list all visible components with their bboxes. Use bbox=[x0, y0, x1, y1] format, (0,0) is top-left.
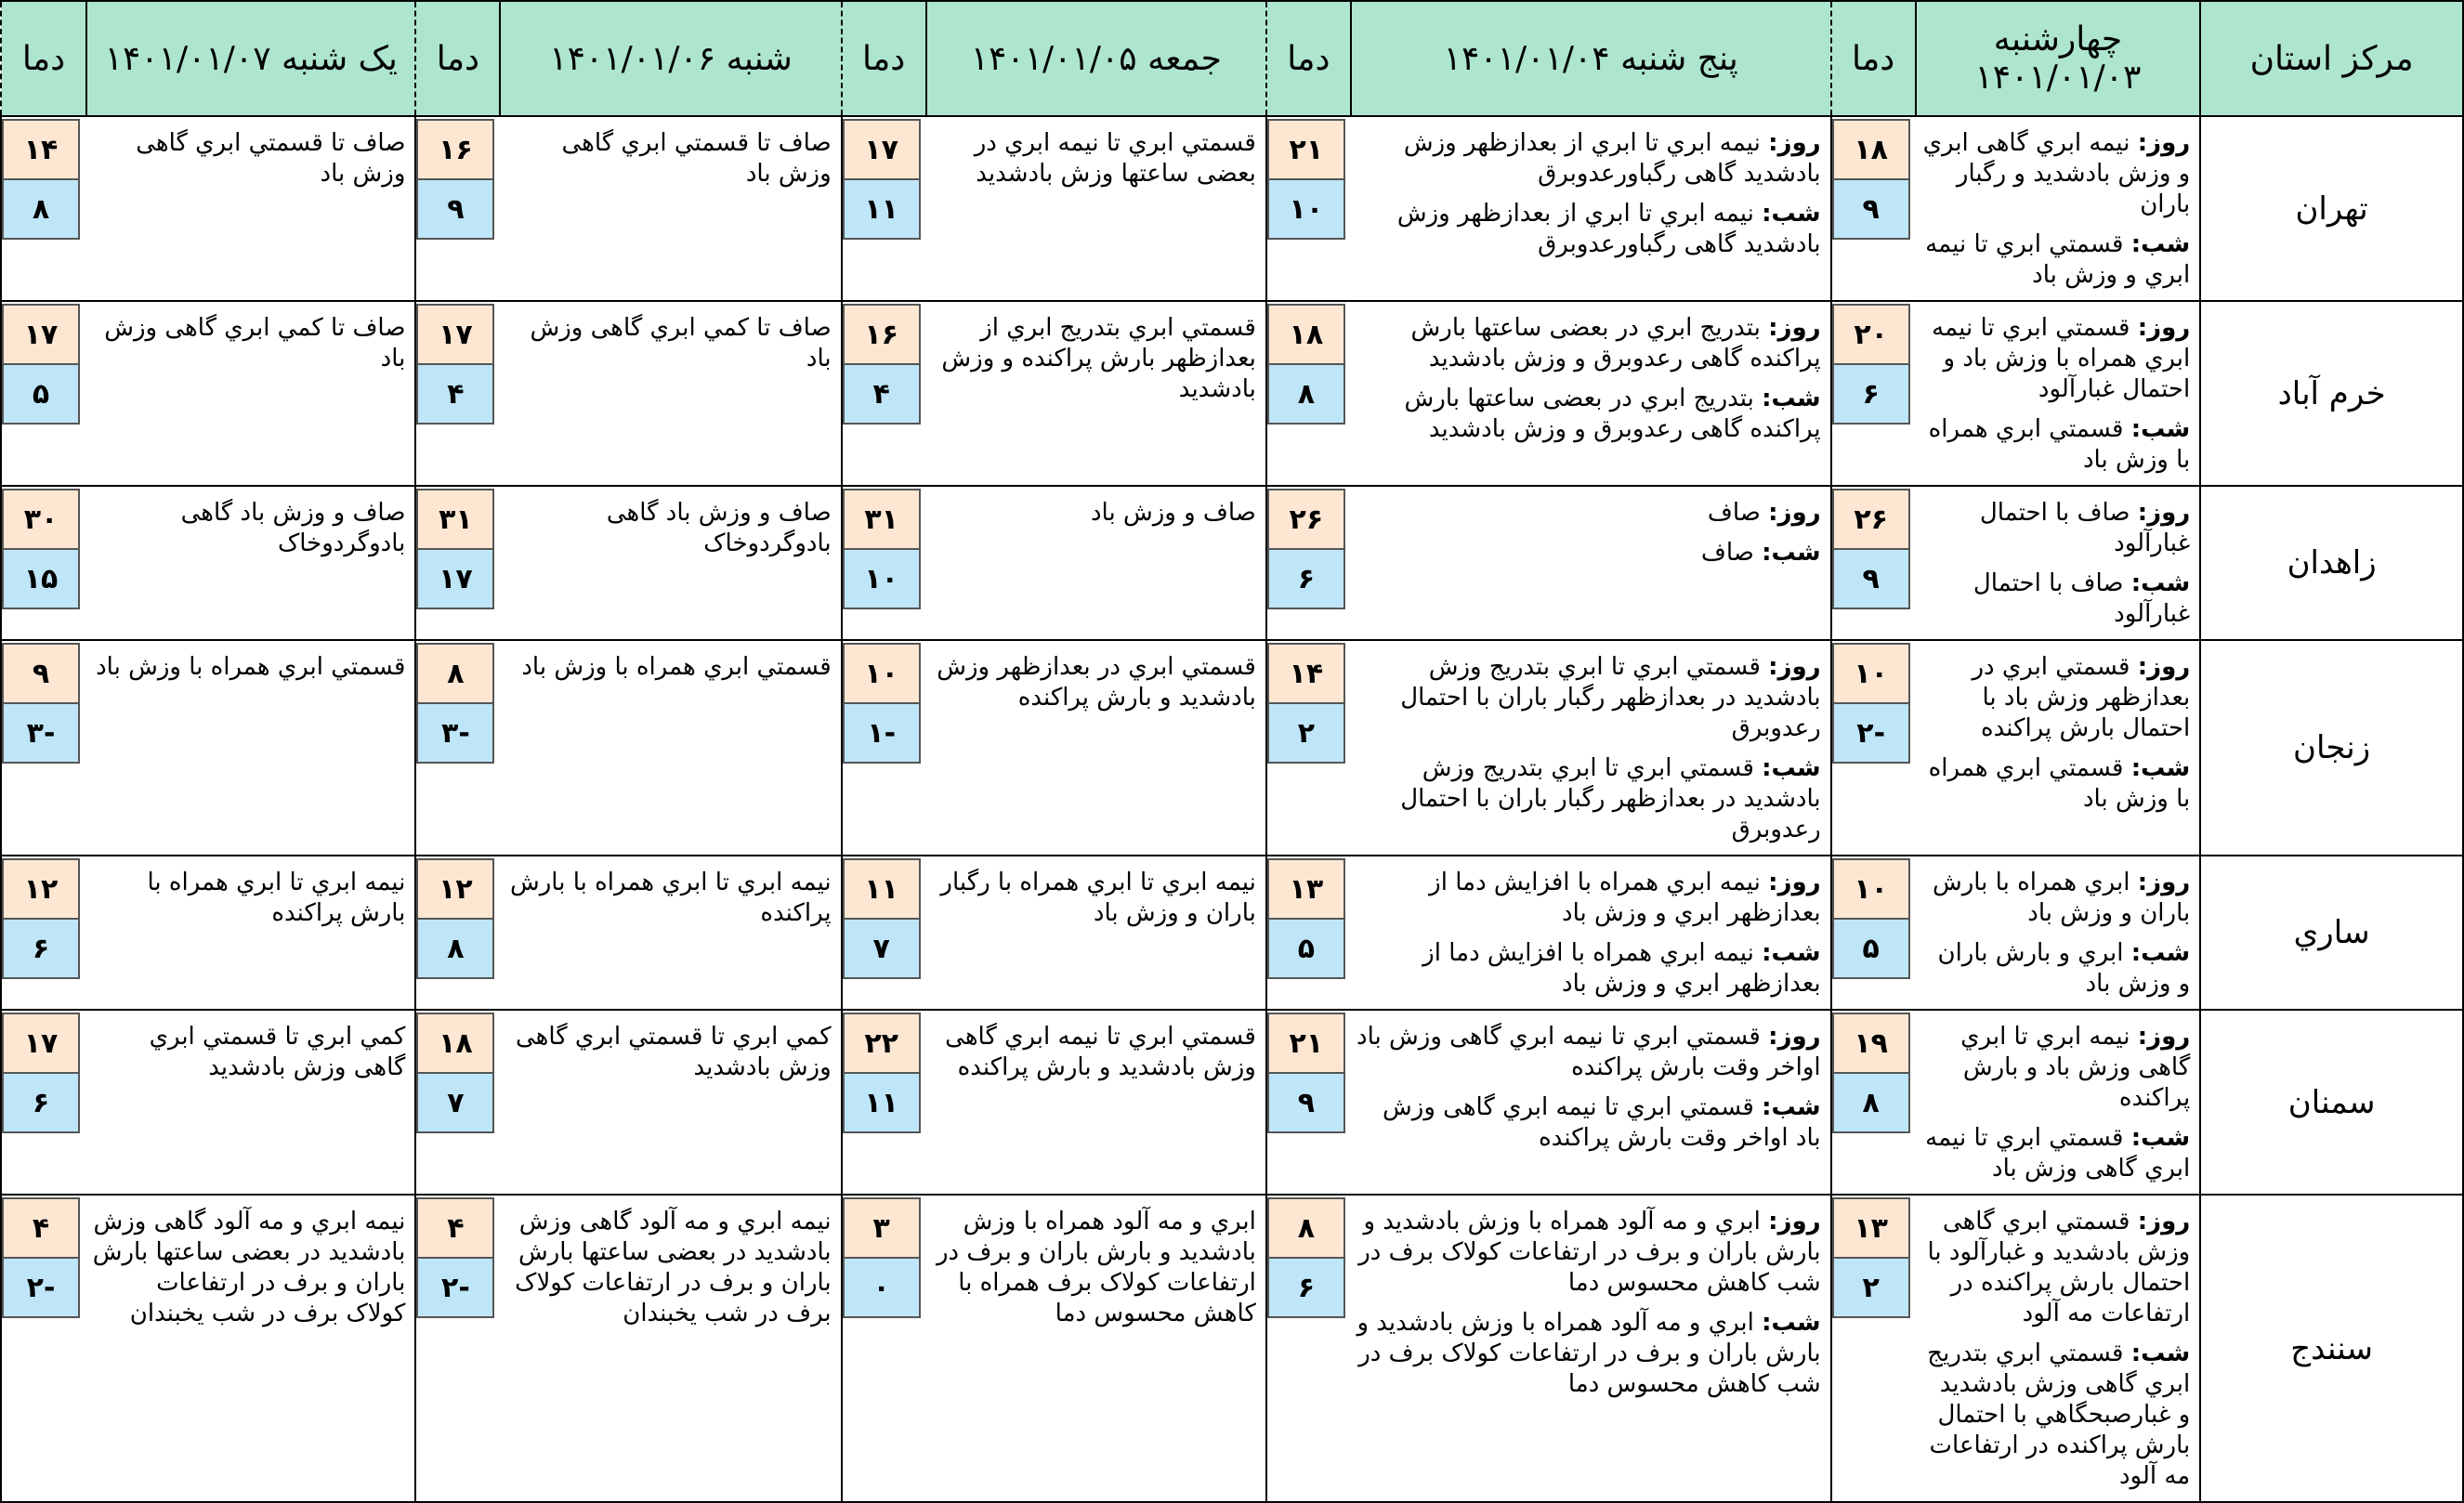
min-temp: ۱۷ bbox=[416, 548, 494, 609]
forecast-cell bbox=[1916, 116, 2201, 301]
night-label: شب: bbox=[1762, 1309, 1821, 1337]
temperature-cell bbox=[1, 856, 86, 1010]
night-forecast bbox=[1357, 538, 1821, 569]
forecast-cell bbox=[1351, 640, 1831, 856]
min-temp: ۱۱ bbox=[843, 1072, 921, 1133]
night-text: قسمتي ابري همراه با وزش باد bbox=[1928, 415, 2191, 474]
day-text: صاف با احتمال غبارآلود bbox=[1979, 499, 2191, 557]
day-label: روز: bbox=[2137, 314, 2191, 342]
max-temp: ۲۱ bbox=[1267, 119, 1345, 178]
forecast-text: قسمتي ابري بتدريج ابري از بعدازظهر بارش پراکنده و وزش بادشديد bbox=[941, 314, 1256, 403]
forecast-text: صاف و وزش باد bbox=[1090, 499, 1256, 527]
max-temp: ۱۸ bbox=[1832, 119, 1910, 178]
min-temp: ۷ bbox=[416, 1072, 494, 1133]
forecast-text: صاف تا قسمتي ابري گاهی وزش باد bbox=[561, 129, 832, 188]
min-temp: ۶ bbox=[1267, 548, 1345, 609]
max-temp: ۱۲ bbox=[416, 858, 494, 918]
forecast-cell bbox=[926, 301, 1266, 486]
temperature-cell bbox=[1, 1195, 86, 1502]
temperature-cell bbox=[1266, 486, 1351, 640]
day-text: صاف bbox=[1707, 499, 1761, 527]
forecast-text: قسمتي ابري همراه با وزش باد bbox=[521, 653, 832, 681]
day-header: جمعه ۱۴۰۱/۰۱/۰۵ bbox=[926, 1, 1266, 116]
max-temp: ۱۳ bbox=[1832, 1197, 1910, 1257]
forecast-text: ابري و مه آلود همراه با وزش بادشديد و بارش باران و برف در ارتفاعات کولاک برف همراه با کاهش محسوس دما bbox=[936, 1208, 1256, 1327]
day-text: قسمتي ابري تا نيمه ابري گاهی وزش باد اواخر وقت بارش پراکنده bbox=[1357, 1023, 1821, 1081]
max-temp: ۲۰ bbox=[1832, 304, 1910, 363]
night-forecast bbox=[1921, 1339, 2191, 1492]
night-text: قسمتي ابري بتدريج ابري گاهی وزش بادشديد و غبارصبحگاهي با احتمال بارش پراکنده در ارتفاعات مه آلود bbox=[1927, 1340, 2191, 1490]
day-text: ابري همراه با بارش باران و وزش باد bbox=[1932, 869, 2191, 927]
night-text: نيمه ابري همراه با افزايش دما از بعدازظهر ابري و وزش باد bbox=[1422, 939, 1821, 998]
city-name: سنندج bbox=[2200, 1195, 2463, 1502]
temperature-cell bbox=[1266, 301, 1351, 486]
max-temp: ۸ bbox=[1267, 1197, 1345, 1257]
night-text: قسمتي ابري همراه با وزش باد bbox=[1928, 754, 2191, 813]
day-forecast bbox=[1921, 1022, 2191, 1114]
day-forecast bbox=[1921, 652, 2191, 744]
forecast-text: قسمتي ابري تا نيمه ابري گاهی وزش بادشديد و بارش پراکنده bbox=[945, 1023, 1256, 1081]
night-label: شب: bbox=[1762, 939, 1821, 967]
night-text: قسمتي ابري تا نيمه ابري گاهی وزش باد اواخر وقت بارش پراکنده bbox=[1383, 1093, 1821, 1152]
forecast-cell bbox=[500, 1010, 841, 1195]
night-text: قسمتي ابري تا ابري بتدريج وزش بادشديد در بعدازظهر رگبار باران با احتمال رعدوبرق bbox=[1400, 754, 1821, 843]
max-temp: ۱۴ bbox=[2, 119, 80, 178]
forecast-text: قسمتي ابري در بعدازظهر وزش بادشديد و بارش پراکنده bbox=[937, 653, 1256, 712]
day-text: نيمه ابري تا ابري گاهی وزش باد و بارش پراکنده bbox=[1960, 1023, 2191, 1112]
temperature-cell bbox=[842, 640, 926, 856]
day-forecast bbox=[1357, 128, 1821, 190]
night-text: صاف bbox=[1700, 539, 1754, 567]
forecast-cell bbox=[1351, 486, 1831, 640]
max-temp: ۸ bbox=[416, 643, 494, 702]
day-forecast bbox=[1357, 1022, 1821, 1083]
night-text: ابري و مه آلود همراه با وزش بادشديد و بارش باران و برف در ارتفاعات کولاک برف در شب کاهش محسوس دما bbox=[1357, 1309, 1821, 1398]
temperature-cell bbox=[1, 1010, 86, 1195]
forecast-cell bbox=[1351, 116, 1831, 301]
night-forecast bbox=[1921, 414, 2191, 476]
day-forecast bbox=[1921, 313, 2191, 405]
max-temp: ۱۴ bbox=[1267, 643, 1345, 702]
max-temp: ۱۶ bbox=[416, 119, 494, 178]
min-temp: ۹ bbox=[1832, 178, 1910, 240]
forecast-cell bbox=[500, 1195, 841, 1502]
forecast-text: صاف تا کمي ابري گاهی وزش باد bbox=[530, 314, 832, 372]
temp-header: دما bbox=[842, 1, 926, 116]
day-text: نيمه ابري گاهی ابري و وزش بادشديد و رگبار باران bbox=[1922, 129, 2191, 218]
forecast-text: نيمه ابري و مه آلود گاهی وزش بادشديد در بعضی ساعتها بارش باران و برف در ارتفاعات کولاک برف در شب يخبندان bbox=[92, 1208, 406, 1327]
temperature-cell bbox=[842, 1010, 926, 1195]
max-temp: ۳ bbox=[843, 1197, 921, 1257]
min-temp: ۸ bbox=[1267, 363, 1345, 425]
night-forecast bbox=[1357, 938, 1821, 1000]
night-text: بتدريج ابري در بعضی ساعتها بارش پراکنده گاهی رعدوبرق و وزش بادشديد bbox=[1404, 385, 1821, 443]
temperature-cell bbox=[842, 116, 926, 301]
max-temp: ۳۰ bbox=[2, 489, 80, 548]
forecast-cell bbox=[1916, 1195, 2201, 1502]
temperature-cell bbox=[1831, 1195, 1916, 1502]
forecast-cell bbox=[1351, 1195, 1831, 1502]
forecast-text: قسمتي ابري همراه با وزش باد bbox=[96, 653, 406, 681]
forecast-text: نيمه ابري تا ابري همراه با رگبار باران و وزش باد bbox=[940, 869, 1256, 927]
day-text: قسمتي ابري در بعدازظهر وزش باد با احتمال بارش پراکنده bbox=[1972, 653, 2191, 742]
forecast-text: نيمه ابري تا ابري همراه با بارش پراکنده bbox=[510, 869, 832, 927]
forecast-cell bbox=[926, 1010, 1266, 1195]
night-text: قسمتي ابري تا نيمه ابري و وزش باد bbox=[1925, 230, 2191, 289]
temp-header: دما bbox=[415, 1, 500, 116]
temperature-cell bbox=[1, 301, 86, 486]
city-row bbox=[1, 856, 2463, 1010]
forecast-cell bbox=[1916, 486, 2201, 640]
forecast-cell bbox=[500, 116, 841, 301]
city-row bbox=[1, 640, 2463, 856]
temperature-cell bbox=[1831, 1010, 1916, 1195]
day-text: قسمتي ابري گاهی وزش بادشديد و غبارآلود با احتمال بارش پراکنده در ارتفاعات مه آلود bbox=[1927, 1208, 2191, 1327]
temperature-cell bbox=[415, 116, 500, 301]
forecast-text: قسمتي ابري تا نيمه ابري در بعضی ساعتها وزش بادشديد bbox=[974, 129, 1256, 188]
city-name: تهران bbox=[2200, 116, 2463, 301]
night-label: شب: bbox=[1762, 754, 1821, 782]
city-column-header: مرکز استان bbox=[2200, 1, 2463, 116]
city-name: سمنان bbox=[2200, 1010, 2463, 1195]
temperature-cell bbox=[415, 301, 500, 486]
temperature-cell bbox=[1266, 1195, 1351, 1502]
day-label: روز: bbox=[1768, 869, 1821, 896]
forecast-cell bbox=[926, 856, 1266, 1010]
day-label: روز: bbox=[1768, 499, 1821, 527]
min-temp: ۲ bbox=[1832, 1257, 1910, 1318]
night-forecast bbox=[1921, 229, 2191, 291]
temperature-cell bbox=[415, 1010, 500, 1195]
day-text: نيمه ابري تا ابري از بعدازظهر وزش بادشديد گاهی رگباورعدوبرق bbox=[1403, 129, 1821, 188]
min-temp: ۲ bbox=[1267, 702, 1345, 764]
temperature-cell bbox=[415, 486, 500, 640]
min-temp: ۸ bbox=[1832, 1072, 1910, 1133]
day-header: چهارشنبه ۱۴۰۱/۰۱/۰۳ bbox=[1916, 1, 2201, 116]
temperature-cell bbox=[842, 486, 926, 640]
min-temp: ۵ bbox=[1267, 918, 1345, 979]
temperature-cell bbox=[1, 486, 86, 640]
temperature-cell bbox=[1266, 116, 1351, 301]
night-forecast bbox=[1921, 1123, 2191, 1184]
forecast-cell bbox=[926, 486, 1266, 640]
temp-header: دما bbox=[1266, 1, 1351, 116]
max-temp: ۱۷ bbox=[2, 1013, 80, 1072]
min-temp: ۹ bbox=[1832, 548, 1910, 609]
forecast-cell bbox=[86, 301, 415, 486]
forecast-cell bbox=[926, 640, 1266, 856]
forecast-cell bbox=[1916, 640, 2201, 856]
temperature-cell bbox=[1831, 640, 1916, 856]
day-text: نيمه ابري همراه با افزايش دما از بعدازظهر ابري و وزش باد bbox=[1429, 869, 1821, 927]
forecast-cell bbox=[1351, 856, 1831, 1010]
forecast-text: کمي ابري تا قسمتي ابري گاهی وزش بادشديد bbox=[515, 1023, 832, 1081]
night-label: شب: bbox=[2130, 415, 2191, 443]
min-temp: ۶ bbox=[1267, 1257, 1345, 1318]
city-row bbox=[1, 486, 2463, 640]
day-text: بتدريج ابري در بعضی ساعتها بارش پراکنده گاهی رعدوبرق و وزش بادشديد bbox=[1410, 314, 1821, 372]
forecast-cell bbox=[86, 486, 415, 640]
night-text: نيمه ابري تا ابري از بعدازظهر وزش بادشديد گاهی رگباورعدوبرق bbox=[1396, 200, 1821, 258]
max-temp: ۱۹ bbox=[1832, 1013, 1910, 1072]
day-forecast bbox=[1357, 652, 1821, 744]
day-label: روز: bbox=[1768, 129, 1821, 157]
forecast-text: نيمه ابري تا ابري همراه با بارش پراکنده bbox=[147, 869, 406, 927]
min-temp: -۲ bbox=[2, 1257, 80, 1318]
night-label: شب: bbox=[1762, 200, 1821, 228]
temperature-cell bbox=[1, 116, 86, 301]
night-label: شب: bbox=[2130, 939, 2191, 967]
forecast-cell bbox=[500, 301, 841, 486]
temperature-cell bbox=[1831, 486, 1916, 640]
night-label: شب: bbox=[1762, 539, 1821, 567]
temperature-cell bbox=[1831, 856, 1916, 1010]
day-forecast bbox=[1357, 313, 1821, 374]
night-label: شب: bbox=[2130, 754, 2191, 782]
city-name: ساري bbox=[2200, 856, 2463, 1010]
day-label: روز: bbox=[2137, 499, 2191, 527]
night-forecast bbox=[1357, 199, 1821, 260]
forecast-cell bbox=[500, 856, 841, 1010]
min-temp: ۰ bbox=[843, 1257, 921, 1318]
max-temp: ۱۰ bbox=[1832, 643, 1910, 702]
max-temp: ۱۸ bbox=[1267, 304, 1345, 363]
min-temp: -۳ bbox=[416, 702, 494, 764]
max-temp: ۱۶ bbox=[843, 304, 921, 363]
night-label: شب: bbox=[2130, 1340, 2191, 1367]
min-temp: ۵ bbox=[1832, 918, 1910, 979]
night-label: شب: bbox=[1762, 1093, 1821, 1121]
temperature-cell bbox=[1, 640, 86, 856]
max-temp: ۱۷ bbox=[2, 304, 80, 363]
min-temp: ۴ bbox=[843, 363, 921, 425]
temperature-cell bbox=[1266, 640, 1351, 856]
forecast-text: صاف تا قسمتي ابري گاهی وزش باد bbox=[136, 129, 406, 188]
forecast-text: نيمه ابري و مه آلود گاهی وزش بادشديد در بعضی ساعتها بارش باران و برف در ارتفاعات کولاک برف در شب يخبندان bbox=[515, 1208, 832, 1327]
min-temp: ۱۱ bbox=[843, 178, 921, 240]
day-label: روز: bbox=[1768, 314, 1821, 342]
forecast-text: کمي ابري تا قسمتي ابري گاهی وزش بادشديد bbox=[149, 1023, 406, 1081]
temperature-cell bbox=[1831, 116, 1916, 301]
forecast-cell bbox=[1351, 1010, 1831, 1195]
max-temp: ۱۳ bbox=[1267, 858, 1345, 918]
max-temp: ۳۱ bbox=[416, 489, 494, 548]
forecast-text: صاف و وزش باد گاهی بادوگردوخاک bbox=[606, 499, 832, 557]
day-header: یک شنبه ۱۴۰۱/۰۱/۰۷ bbox=[86, 1, 415, 116]
min-temp: ۴ bbox=[416, 363, 494, 425]
forecast-body bbox=[1, 116, 2463, 1502]
city-row bbox=[1, 1195, 2463, 1502]
forecast-cell bbox=[926, 1195, 1266, 1502]
forecast-cell bbox=[86, 1010, 415, 1195]
temperature-cell bbox=[1266, 1010, 1351, 1195]
day-forecast bbox=[1357, 498, 1821, 529]
night-forecast bbox=[1357, 1308, 1821, 1400]
night-forecast bbox=[1921, 938, 2191, 1000]
forecast-cell bbox=[926, 116, 1266, 301]
max-temp: ۲۲ bbox=[843, 1013, 921, 1072]
day-header: پنج شنبه ۱۴۰۱/۰۱/۰۴ bbox=[1351, 1, 1831, 116]
city-row bbox=[1, 1010, 2463, 1195]
min-temp: ۷ bbox=[843, 918, 921, 979]
temperature-cell bbox=[415, 1195, 500, 1502]
max-temp: ۱۷ bbox=[843, 119, 921, 178]
day-label: روز: bbox=[2137, 1208, 2191, 1235]
min-temp: ۱۰ bbox=[843, 548, 921, 609]
forecast-text: صاف تا کمي ابري گاهی وزش باد bbox=[104, 314, 406, 372]
min-temp: ۸ bbox=[416, 918, 494, 979]
night-forecast bbox=[1357, 1092, 1821, 1154]
min-temp: -۱ bbox=[843, 702, 921, 764]
max-temp: ۱۰ bbox=[843, 643, 921, 702]
forecast-text: صاف و وزش باد گاهی بادوگردوخاک bbox=[180, 499, 406, 557]
city-row bbox=[1, 116, 2463, 301]
night-label: شب: bbox=[1762, 385, 1821, 412]
day-forecast bbox=[1357, 868, 1821, 929]
day-forecast bbox=[1357, 1207, 1821, 1299]
city-name: خرم آباد bbox=[2200, 301, 2463, 486]
temperature-cell bbox=[415, 640, 500, 856]
day-label: روز: bbox=[2137, 1023, 2191, 1051]
day-forecast bbox=[1921, 498, 2191, 559]
max-temp: ۱۱ bbox=[843, 858, 921, 918]
day-text: ابري و مه آلود همراه با وزش بادشديد و بارش باران و برف در ارتفاعات کولاک برف در شب کاهش محسوس دما bbox=[1358, 1208, 1821, 1297]
min-temp: ۶ bbox=[1832, 363, 1910, 425]
min-temp: -۳ bbox=[2, 702, 80, 764]
temperature-cell bbox=[415, 856, 500, 1010]
city-name: زاهدان bbox=[2200, 486, 2463, 640]
day-label: روز: bbox=[2137, 653, 2191, 681]
day-forecast bbox=[1921, 1207, 2191, 1329]
min-temp: ۵ bbox=[2, 363, 80, 425]
day-forecast bbox=[1921, 868, 2191, 929]
night-forecast bbox=[1357, 753, 1821, 845]
forecast-cell bbox=[86, 640, 415, 856]
night-label: شب: bbox=[2130, 1124, 2191, 1152]
temperature-cell bbox=[1831, 301, 1916, 486]
day-label: روز: bbox=[1768, 653, 1821, 681]
temperature-cell bbox=[842, 856, 926, 1010]
night-label: شب: bbox=[2130, 230, 2191, 258]
max-temp: ۹ bbox=[2, 643, 80, 702]
min-temp: ۱۰ bbox=[1267, 178, 1345, 240]
city-row bbox=[1, 301, 2463, 486]
night-label: شب: bbox=[2130, 569, 2191, 597]
forecast-cell bbox=[86, 1195, 415, 1502]
night-text: قسمتي ابري تا نيمه ابري گاهی وزش باد bbox=[1925, 1124, 2191, 1183]
day-forecast bbox=[1921, 128, 2191, 220]
temp-header: دما bbox=[1831, 1, 1916, 116]
min-temp: ۱۵ bbox=[2, 548, 80, 609]
temp-header: دما bbox=[1, 1, 86, 116]
min-temp: -۲ bbox=[416, 1257, 494, 1318]
max-temp: ۳۱ bbox=[843, 489, 921, 548]
max-temp: ۲۱ bbox=[1267, 1013, 1345, 1072]
min-temp: ۶ bbox=[2, 1072, 80, 1133]
max-temp: ۱۸ bbox=[416, 1013, 494, 1072]
temperature-cell bbox=[842, 1195, 926, 1502]
day-label: روز: bbox=[1768, 1208, 1821, 1235]
night-forecast bbox=[1921, 569, 2191, 630]
day-text: قسمتي ابري تا ابري بتدريج وزش بادشديد در بعدازظهر رگبار باران با احتمال رعدوبرق bbox=[1400, 653, 1821, 742]
temperature-cell bbox=[1266, 856, 1351, 1010]
max-temp: ۱۰ bbox=[1832, 858, 1910, 918]
day-label: روز: bbox=[2137, 869, 2191, 896]
max-temp: ۱۲ bbox=[2, 858, 80, 918]
forecast-cell bbox=[1351, 301, 1831, 486]
forecast-cell bbox=[86, 116, 415, 301]
day-label: روز: bbox=[2137, 129, 2191, 157]
min-temp: -۲ bbox=[1832, 702, 1910, 764]
min-temp: ۶ bbox=[2, 918, 80, 979]
temperature-cell bbox=[842, 301, 926, 486]
min-temp: ۸ bbox=[2, 178, 80, 240]
max-temp: ۴ bbox=[416, 1197, 494, 1257]
night-forecast bbox=[1357, 384, 1821, 445]
min-temp: ۹ bbox=[416, 178, 494, 240]
day-label: روز: bbox=[1768, 1023, 1821, 1051]
max-temp: ۲۶ bbox=[1832, 489, 1910, 548]
header-row bbox=[1, 1, 2463, 116]
forecast-cell bbox=[1916, 856, 2201, 1010]
forecast-cell bbox=[1916, 1010, 2201, 1195]
max-temp: ۴ bbox=[2, 1197, 80, 1257]
day-text: قسمتي ابري تا نيمه ابري همراه با وزش باد و احتمال غبارآلود bbox=[1932, 314, 2191, 403]
night-text: صاف با احتمال غبارآلود bbox=[1973, 569, 2191, 628]
max-temp: ۱۷ bbox=[416, 304, 494, 363]
night-forecast bbox=[1921, 753, 2191, 815]
forecast-cell bbox=[86, 856, 415, 1010]
forecast-cell bbox=[500, 486, 841, 640]
day-header: شنبه ۱۴۰۱/۰۱/۰۶ bbox=[500, 1, 841, 116]
forecast-cell bbox=[500, 640, 841, 856]
max-temp: ۲۶ bbox=[1267, 489, 1345, 548]
forecast-cell bbox=[1916, 301, 2201, 486]
min-temp: ۹ bbox=[1267, 1072, 1345, 1133]
city-name: زنجان bbox=[2200, 640, 2463, 856]
night-text: ابري و بارش باران و وزش باد bbox=[1937, 939, 2191, 998]
